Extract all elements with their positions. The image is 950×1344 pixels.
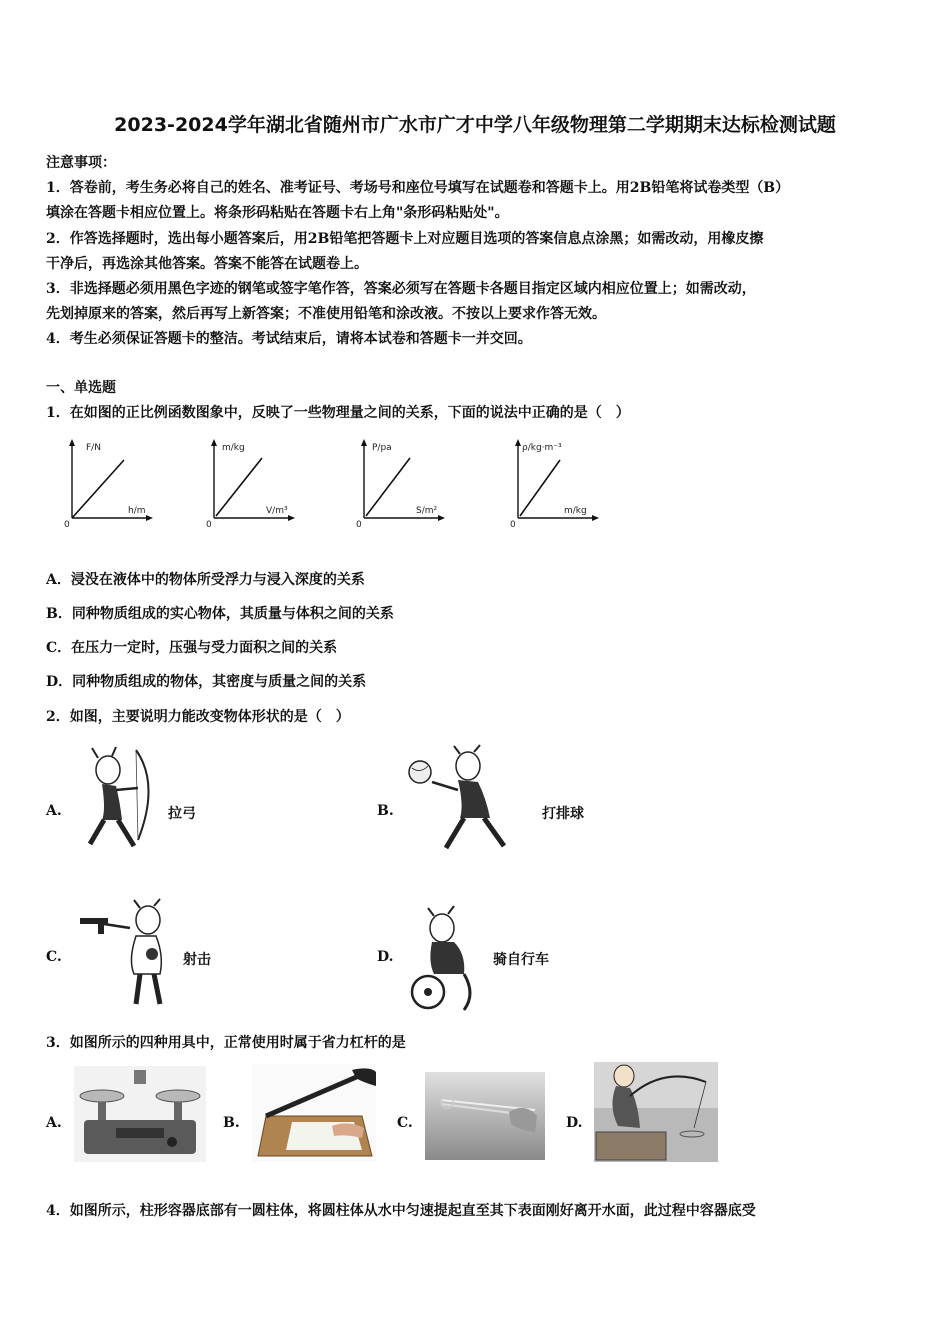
question-2-label-c: C. (46, 949, 62, 965)
graph-origin-label: 0 (206, 520, 212, 528)
notes-line: 填涂在答题卡相应位置上。将条形码粘贴在答题卡右上角"条形码粘贴处"。 (46, 205, 509, 221)
graph-x-label: h/m (128, 506, 146, 516)
goat-shooting-icon (78, 898, 176, 1014)
question-2-caption-b: 打排球 (542, 806, 584, 822)
fishing-rod-image (594, 1062, 718, 1166)
question-2-caption-d: 骑自行车 (493, 952, 549, 968)
question-2-label-d: D. (377, 949, 394, 965)
question-2-stem: 2．如图，主要说明力能改变物体形状的是（ ） (46, 709, 350, 725)
question-1-option-c: C．在压力一定时，压强与受力面积之间的关系 (46, 640, 338, 656)
goat-cycling-icon (404, 904, 486, 1018)
graph-x-label: S/m² (416, 506, 438, 516)
question-3-label-b: B. (223, 1115, 240, 1131)
notes-heading: 注意事项： (46, 155, 116, 171)
question-2-label-b: B. (377, 803, 394, 819)
question-2-caption-a: 拉弓 (168, 806, 196, 822)
graph-origin-label: 0 (510, 520, 516, 528)
question-1-option-a: A．浸没在液体中的物体所受浮力与浸入深度的关系 (46, 572, 365, 588)
graph-y-label: F/N (86, 443, 101, 453)
graph-f-h (58, 436, 158, 532)
graph-origin-label: 0 (356, 520, 362, 528)
notes-line: 3．非选择题必须用黑色字迹的钢笔或签字笔作答，答案必须写在答题卡各题目指定区域内相应位置上；如需改动， (46, 281, 756, 297)
question-1-option-b: B．同种物质组成的实心物体，其质量与体积之间的关系 (46, 606, 394, 622)
question-3-label-a: A. (46, 1115, 62, 1131)
goat-drawing-bow-icon (76, 744, 168, 858)
graph-origin-label: 0 (64, 520, 70, 528)
section-heading: 一、单选题 (46, 380, 116, 396)
question-4-stem: 4．如图所示，柱形容器底部有一圆柱体，将圆柱体从水中匀速提起直至其下表面刚好离开水面，此过程中容器底受 (46, 1203, 756, 1219)
graph-y-label: P/pa (372, 443, 392, 453)
tweezers-image (425, 1072, 545, 1164)
graph-y-label: m/kg (222, 443, 245, 453)
question-3-stem: 3．如图所示的四种用具中，正常使用时属于省力杠杆的是 (46, 1035, 406, 1051)
graph-y-label: ρ/kg·m⁻³ (522, 443, 562, 453)
graph-x-label: m/kg (564, 506, 587, 516)
question-3-label-c: C. (397, 1115, 413, 1131)
graph-rho-m (504, 436, 604, 532)
question-1-option-d: D．同种物质组成的物体，其密度与质量之间的关系 (46, 674, 367, 690)
notes-line: 4．考生必须保证答题卡的整洁。考试结束后，请将本试卷和答题卡一并交回。 (46, 331, 532, 347)
question-2-caption-c: 射击 (183, 952, 211, 968)
page-title: 2023-2024学年湖北省随州市广水市广才中学八年级物理第二学期期末达标检测试题 (114, 114, 836, 136)
notes-line: 先划掉原来的答案，然后再写上新答案；不准使用铅笔和涂改液。不按以上要求作答无效。 (46, 306, 606, 322)
graph-p-s (350, 436, 450, 532)
graph-m-v (200, 436, 300, 532)
notes-line: 干净后，再选涂其他答案。答案不能答在试题卷上。 (46, 256, 368, 272)
notes-line: 1．答卷前，考生务必将自己的姓名、准考证号、考场号和座位号填写在试题卷和答题卡上。用2B铅笔将试卷类型（B） (46, 180, 790, 196)
notes-line: 2．作答选择题时，选出每小题答案后，用2B铅笔把答题卡上对应题目选项的答案信息点涂黑；如需改动，用橡皮擦 (46, 231, 764, 247)
question-3-label-d: D. (566, 1115, 583, 1131)
question-1-stem: 1．在如图的正比例函数图象中，反映了一些物理量之间的关系，下面的说法中正确的是（ ） (46, 405, 630, 421)
question-2-label-a: A. (46, 803, 62, 819)
graph-x-label: V/m³ (266, 506, 288, 516)
paper-cutter-image (252, 1064, 376, 1166)
balance-scale-image (74, 1066, 206, 1166)
goat-volleyball-icon (404, 744, 532, 858)
